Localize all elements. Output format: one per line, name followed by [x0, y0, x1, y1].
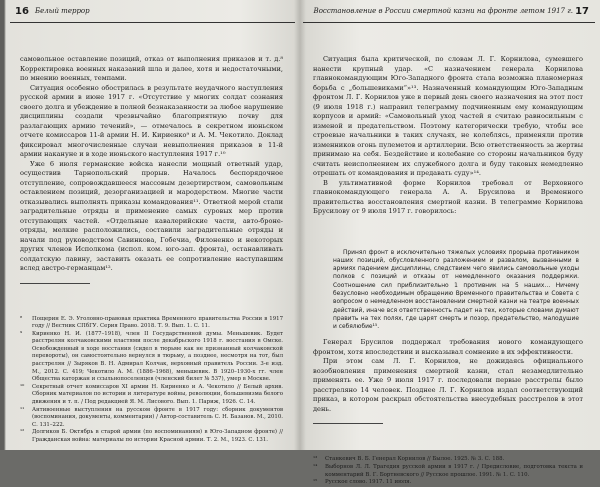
footnote-number: ⁸: [20, 315, 23, 322]
footnote-number: ¹³: [313, 456, 318, 463]
right-footnotes: [313, 456, 583, 486]
footnote: [20, 384, 283, 407]
paragraph: При этом сам Л. Г. Корнилов, не дожидаясь официального возобновления применения смертной казни, стал незамедлительно применять ее. Уже 9 июля 1917 г. последовали первые расстрелы было расстреляно 14 человек. Позднее Л. Г. Корнилов издал соответствующий приказ, в котором раскрыл обстоятельства внесудебных расстрелов в этот день.: [313, 357, 583, 413]
footnote-text: Кириенко Н. И. (1877–1918), член II Государственной думы. Меньшевик. Будет расстрелян колчаковскими властями после декабрьского 1918 г. восстания в Омске. Освобожденный в ходе восстания (сидел в тюрьме как не признанный колчаковской перевороты), он самостоятельно вернулся в тюрьму, а позднее, несмотря на тот, был расстрелян // Зыряков В. Н. Адмирал Колчак, верховный правитель России. 3-е изд. М., 2012. С. 419; Чекотило А. М. (1886–1968), меньшевик. В 1920–1930-х гг. член Общества каторжан и ссыльнопоселенцев (членский билет № 537), умер в Москве.: [32, 330, 283, 383]
footnote-rule: [313, 423, 383, 424]
left-page-header: [10, 0, 295, 23]
footnote: [20, 407, 283, 430]
footnote: [20, 429, 283, 444]
right-running-head: Восстановление в России смертной казни на фронте летом 1917 г.: [313, 7, 573, 15]
footnote: [20, 316, 283, 331]
footnote: [313, 479, 583, 487]
left-page-body: [10, 55, 295, 445]
footnote-number: ¹²: [20, 429, 25, 436]
footnote-text: Антивоенные выступления на русском фронте в 1917 году: сборник документов (воспоминания, документы, комментарии) / Автор-составитель С. Н. Базанов. М., 2010. С. 131–222.: [32, 406, 283, 428]
paragraph: Ситуация была критической, по словам Л. Г. Корнилова, сумевшего нанести крупный удар. «С назначением генерала Корнилова главнокомандующим Юго-Западного фронта стала возможна планомерная борьба с „большевиками“»¹³. Назначенный командующим Юго-Западным фронтом Л. Г. Корнилов уже в первый день своего назначения на этот пост (9 июля 1918 г.) направил телеграмму подчиненным ему командующим корпусов и армий: «Самовольный уход частей я считаю равносильным с изменой и предательством. Поэтому категорически требую, чтобы все строевые начальники в таких случаях, не колеблясь, применяли против изменников огонь пулеметов и артиллерии. Всю ответственность за жертвы принимаю на себя. Бездействие и колебание со стороны начальников буду считать неисполнением их служебного долга и буду таковых немедленно отрешать от командования и предавать суду»¹⁴.: [313, 55, 583, 177]
left-page: [10, 0, 295, 450]
paragraph: самовольное оставление позиций, отказ от выполнения приказов и т. д.⁸ Корректировка военных наказаний шла и далее, хотя и недостаточными, по мнению военных, темпами.: [20, 55, 283, 82]
footnote-text: Станкевич В. Б. Генерал Корнилов // Былое. 1925. № 3. С. 188.: [325, 456, 505, 463]
footnote-text: Секретный отчет комиссаров XI армии Н. Кириенко и А. Чекотило // Белый архив. Сборник материалов по истории и литературе войны, революции, большевизма белого движения и т. п. / Под редакцией Я. М. Лисового. Вып. 1. Париж, 1926. С. 14.: [32, 383, 283, 406]
footnote-number: ¹¹: [20, 406, 25, 413]
paragraph: Ситуация особенно обострилась в результате неудачного наступления русской армии в июне 1917 г. «Отсутствие у многих солдат сознания своего долга и убеждение в полной безнаказанности за любое нарушение дисциплины создали чрезвычайно благоприятную почву для разлагающих армию течений», — отмечалось в секретном июньском отчете комиссаров 11-й армии Н. И. Кириенко⁹ и А. М. Чекотило. Доклад фиксировал многочисленные случаи невыполнения приказов в 11-й армии накануне и в ходе июньского наступления 1917 г.¹⁰: [20, 83, 283, 158]
footnote-rule: [20, 283, 90, 284]
right-page-number: 17: [575, 6, 589, 17]
left-footnotes: [20, 316, 283, 445]
paragraph: Генерал Брусилов поддержал требования нового командующего фронтом, хотя впоследствии и высказывал сомнение в их эффективности.: [313, 338, 583, 356]
left-page-number: 16: [15, 6, 29, 17]
footnote-number: ¹⁴: [313, 464, 318, 471]
footnote: [313, 464, 583, 479]
footnote-text: Долгиков Б. Октябрь в старой армии (по воспоминаниям) в Юго-Западном фронте) // Гражданская война: материалы по истории Красной армии. Т. 2. М., 1923. С. 131.: [32, 429, 283, 443]
footnote-text: Выборнов Л. Л. Трагедия русской армии в 1917 г. / Предисловие, подготовка текста и комментарий В. Г. Бортневского // Русское прошлое. 1991. № 1. С. 110.: [325, 464, 583, 478]
footnote: [20, 331, 283, 384]
block-quote: [333, 249, 579, 332]
right-page-header: [303, 0, 595, 23]
footnote-number: ¹⁰: [20, 383, 25, 390]
footnote-text: Пощерин Е. Э. Уголовно-правовая практика Временного правительства России в 1917 году // Вестник СПбГУ. Серия Право. 2018. Т. 9. Вып. 1. С. 11.: [32, 315, 283, 330]
left-running-head: Белый террор: [35, 7, 90, 15]
footnote: [313, 456, 583, 464]
footnote-number: ⁹: [20, 330, 23, 337]
footnote-number: ¹⁵: [313, 479, 318, 486]
paragraph: В ультимативной форме Корнилов требовал от Верховного главнокомандующего генерала А. А. Брусилова и Временного правительства восстановления смертной казни. В телеграмме Корнилова Брусилову от 9 июля 1917 г. говорилось:: [313, 178, 583, 215]
paragraph: Уже 6 июля германские войска нанесли мощный ответный удар, осуществив Тарнопольский прорыв. Началось беспорядочное отступление, сопровождавшееся массовым дезертирством, самовольным оставлением позиций, дезорганизацией и мародерством. Многие части отказывались выполнять приказы командования¹¹. Ответной мерой стали заградительные отряды и применение самых суровых мер против отступающих частей. «Отдельные кавалерийские части, авто-броне-отряды, мелкие расположились, составили заградительные отряды и начали под руководством Савинкова, Гобечиа, Филоненко и некоторых других членов Исполкома (испол. ком. юго-зап. фронта), останавливать солдатскую лавину, заставить оказать ее сопротивление наступавшим вслед австро-германцам¹².: [20, 159, 283, 272]
footnote-text: Русское слово. 1917. 11 июля.: [325, 479, 412, 486]
right-page: [303, 0, 595, 486]
right-page-body: [303, 55, 595, 487]
quote-text: Принял фронт в исключительно тяжелых условиях прорыва противником наших позиций, обусловленного разложением и развалом, вызванными в армиях падением дисциплины, следствием чего явились самовольные уходы полков с позиций и отказы от немедленного оказания поддержки. Соотношение сил приблизительно 1 противник на 5 наших… Ничему безусловно необходимым обращению Временного правительства и Совета с вопросом о немедленном восстановлении смертной казни на театре военных действий, иначе вся ответственность падет на тех, которые словами думают править на тех полях, где царят смерть и позор, предательство, малодушие и себялюбие¹⁵.: [333, 249, 579, 331]
